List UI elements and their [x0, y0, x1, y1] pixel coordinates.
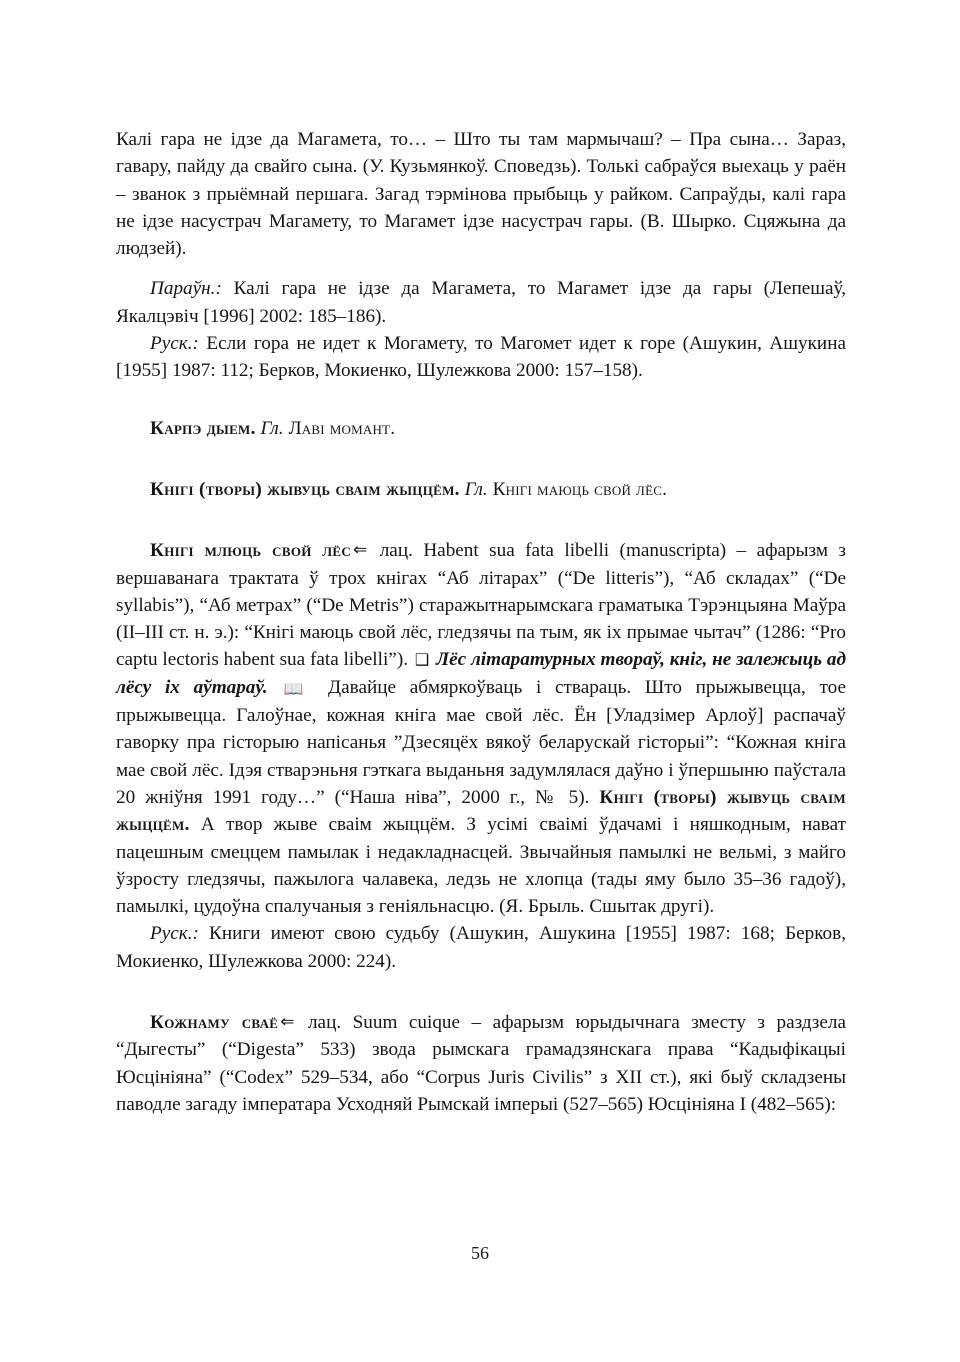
entry-knigi-tvory — [116, 476, 846, 503]
white-square-icon: ❑ — [414, 650, 430, 670]
spacer — [116, 262, 846, 275]
run-text: Если гора не идет к Могамету, то Магомет идет к горе (Ашукин, Ашукина [1955] 1987: 112; Берков, Мокиенко, Шулежкова 2000: 157–158). — [116, 333, 846, 382]
run-text: Калі гара не ідзе да Магамета, то… – Што ты там мармычаш? – Пра сына… Зараз, гавару, пайду да свайго сына. (У. Кузьмянкоў. Споведзь). Толькі сабраўся выехаць у раён – званок з прыёмнай першага. Загад тэрмінова прыбыць у райком. Сапраўды, калі гара не ідзе насустрач Магамету, то Магамет ідзе насустрач гары. (В. Шырко. Сцяжына да людзей). — [116, 129, 846, 260]
variant-headword-knigi-tvory: Кнігі (творы) жывуць сваім жыццём. — [116, 786, 847, 836]
paragraph-rusk-1 — [116, 330, 846, 385]
page-text-body — [116, 126, 846, 1118]
run-text: Книги имеют свою судьбу (Ашукин, Ашукина [1955] 1987: 168; Берков, Мокиенко, Шулежкова 2000: 224). — [116, 923, 846, 972]
page-number: 56 — [471, 1243, 489, 1263]
paragraph-paraun-1 — [116, 275, 846, 330]
headword-knigi-majuc-svoj-les: Кнігі млюць свой лёс — [150, 540, 352, 562]
entry-kozhnamu-svae — [116, 1009, 846, 1118]
paragraph-rusk-2 — [116, 920, 846, 975]
run-citation-2: А твор жыве сваім жыццём. З усімі сваімі ўдачамі і няшкодным, нават пацешным смеццем памылак і недакладнасцей. Звычайныя памылкі не вельмі, з майго ўзросту гледзячы, пажылога чалавека, ледзь не хлопца (тады яму было 35–36 гадоў), памылкі, цудоўна спалучаныя з геніяльнасцю. (Я. Брыль. Сшытак другі). — [116, 814, 846, 918]
cross-reference-target: Кнігі маюць свой лёс. — [487, 478, 668, 500]
spacer — [116, 503, 846, 537]
entry-karpe-dyem — [116, 415, 846, 442]
label-rusk: Руск.: — [150, 923, 199, 945]
left-double-arrow-icon: ⇐ — [280, 1012, 295, 1033]
run-etymology: лац. Habent sua fata libelli (manuscripta) – афарызм з вершаванага трактата ў трох кнігах “Аб літарах” (“De litteris”), “Аб складах” (“De syllabis”), “Аб метрах” (“De Metris”) старажытнарымскага граматыка Тэрэнцыяна Маўра (II–III ст. н. э.): “Кнігі маюць свой лёс, гледзячы па тым, як іх прымае чытач” (1286: “Pro captu lectoris habent sua fata libelli”). — [116, 540, 846, 671]
see-also-marker: Гл. — [255, 417, 284, 439]
left-double-arrow-icon: ⇐ — [353, 540, 368, 561]
label-paraun: Параўн.: — [150, 278, 222, 300]
headword-knigi-tvory: Кнігі (творы) жывуць сваім жыццём. — [150, 478, 460, 500]
open-book-icon: 📖 — [269, 678, 313, 698]
label-rusk: Руск.: — [150, 333, 199, 355]
spacer — [116, 385, 846, 415]
cross-reference-target: Лаві момант. — [283, 417, 396, 439]
see-also-marker: Гл. — [459, 478, 488, 500]
headword-kozhnamu-svae: Кожнаму сваё — [150, 1012, 279, 1034]
spacer — [116, 442, 846, 476]
run-definition: Лёс літаратурных твораў, кніг, не залежыць ад лёсу іх аўтараў. — [116, 649, 846, 698]
run-text: Калі гара не ідзе да Магамета, то Магамет ідзе да гары (Лепешаў, Якалцэвіч [1996] 2002: 185–186). — [116, 278, 846, 327]
spacer — [116, 975, 846, 1009]
headword-karpe-dyem: Карпэ дыем. — [150, 417, 256, 439]
entry-knigi-majuc-svoj-les — [116, 537, 846, 920]
run-citation-1: Давайце абмяркоўваць і ствараць. Што прыжывецца, тое прыжывецца. Галоўнае, кожная кніга мае свой лёс. Ён [Уладзімер Арлоў] распачаў гаворку пра гісторыю напісанья ”Дзесяцёх вякоў беларускай гісторыі”: “Кожная кніга мае свой лёс. Ідэя стварэньня гэткага выданьня задумлялася даўно і ўпершыню паўстала 20 жніўня 1991 году…” (“Наша ніва”, 2000 г., № 5). — [116, 676, 847, 808]
run-etymology: лац. Suum cuique – афарызм юрыдычнага зместу з раздзела “Дыгесты” (“Digesta” 533) звода рымскага грамадзянскага права “Кадыфікацыі Юсцініяна” (“Codex” 529–534, або “Corpus Juris Civilis” з XII ст.), які быў складзены паводле загаду імператара Усходняй Рымскай імперыі (527–565) Юсцініяна I (482–565): — [116, 1012, 846, 1115]
paragraph-quote-continuation — [116, 126, 846, 262]
